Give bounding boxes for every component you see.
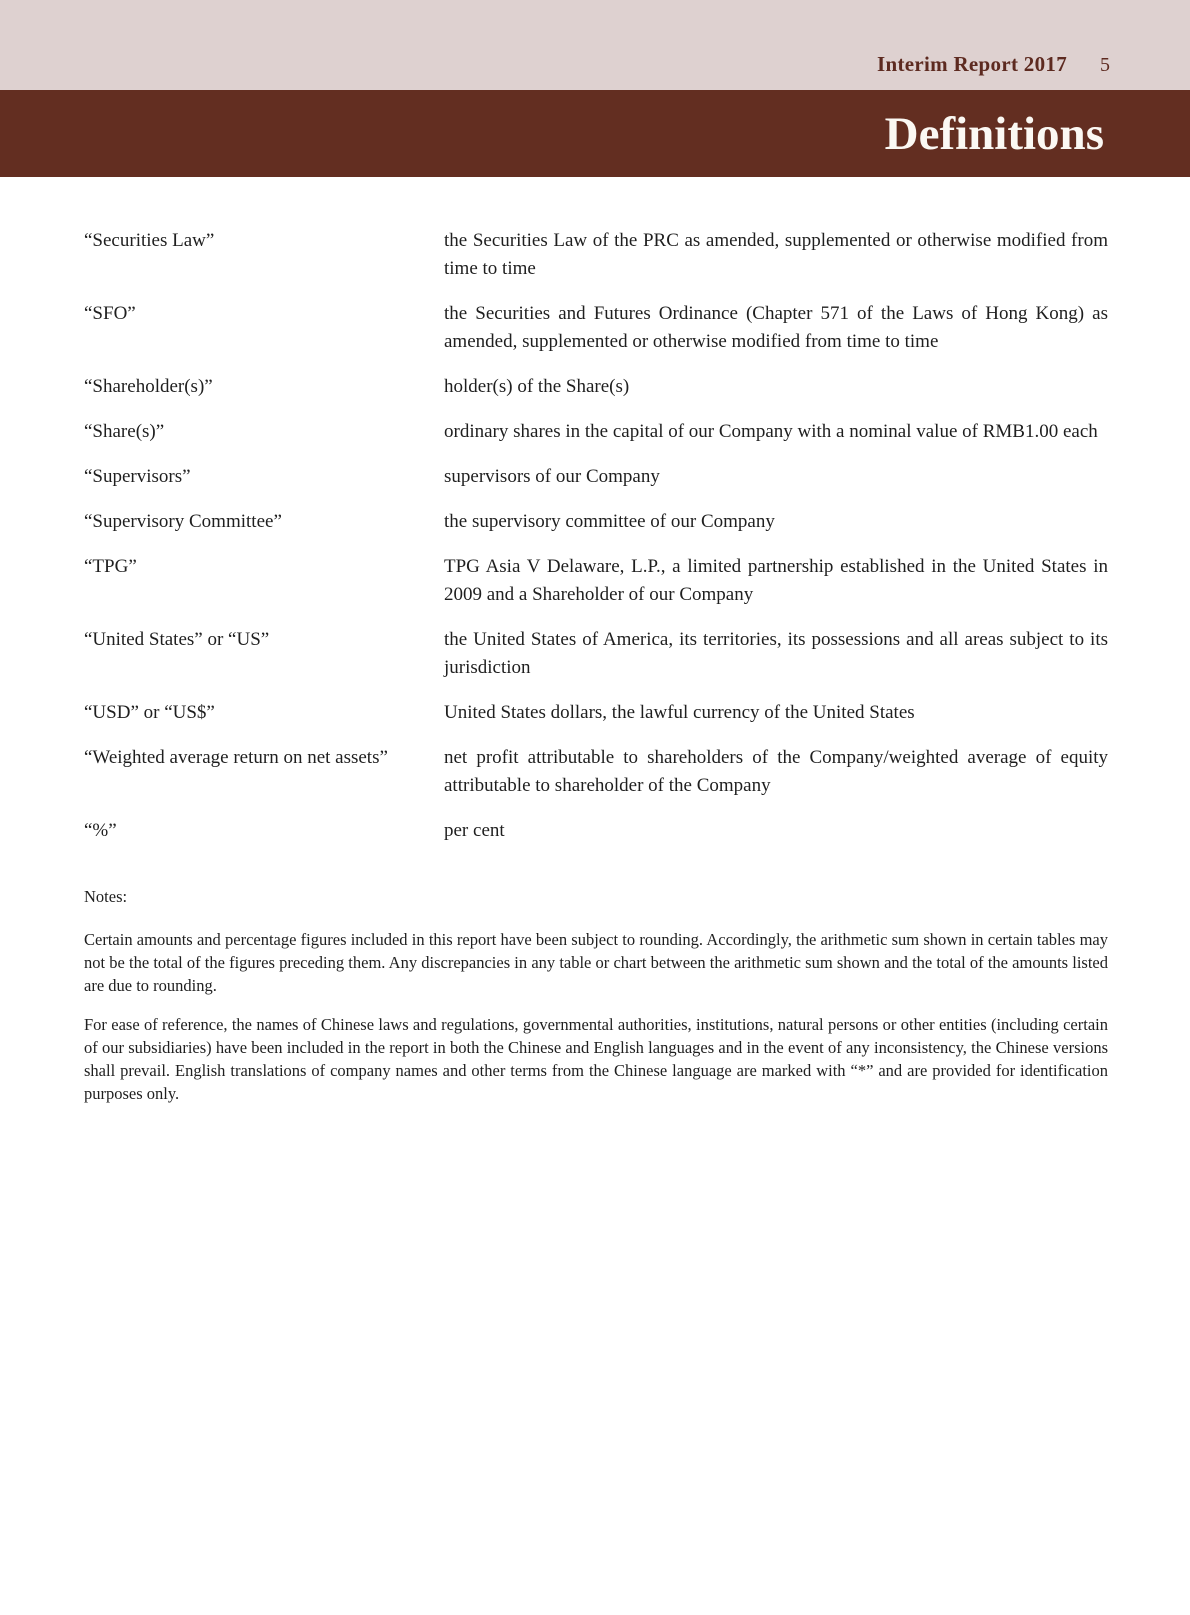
notes-paragraphs [84, 928, 1108, 1105]
definition-row [84, 300, 1108, 356]
definition-row [84, 418, 1108, 446]
definition-row [84, 463, 1108, 491]
definition-term: “SFO” [84, 303, 136, 324]
definition-term: “United States” or “US” [84, 629, 270, 650]
definition-row [84, 626, 1108, 682]
definition-term: “USD” or “US$” [84, 702, 215, 723]
notes-paragraph: For ease of reference, the names of Chinese laws and regulations, governmental authorities, institutions, natural persons or other entities (including certain of our subsidiaries) have been included in the report in both the Chinese and English languages and in the event of any inconsistency, the Chinese versions shall prevail. English translations of company names and other terms from the Chinese language are marked with “*” and are provided for identification purposes only. [84, 1015, 1108, 1103]
page-number: 5 [1100, 54, 1110, 76]
definition-text: net profit attributable to shareholders of the Company/weighted average of equity attributable to shareholder of the Company [444, 747, 1108, 796]
page-content [0, 177, 1190, 1105]
definition-term: “Supervisory Committee” [84, 511, 282, 532]
definition-term: “Securities Law” [84, 230, 215, 251]
definition-text: the supervisory committee of our Company [444, 511, 775, 532]
definition-text: the United States of America, its territories, its possessions and all areas subject to its jurisdiction [444, 629, 1108, 678]
notes-paragraph: Certain amounts and percentage figures included in this report have been subject to rounding. Accordingly, the arithmetic sum shown in certain tables may not be the total of the figures preceding them. Any discrepancies in any table or chart between the arithmetic sum shown and the total of the amounts listed are due to rounding. [84, 930, 1108, 995]
definition-row [84, 699, 1108, 727]
definition-text: TPG Asia V Delaware, L.P., a limited partnership established in the United States in 2009 and a Shareholder of our Company [444, 556, 1108, 605]
definition-term: “Weighted average return on net assets” [84, 747, 388, 768]
definition-text: supervisors of our Company [444, 466, 660, 487]
definition-term: “Supervisors” [84, 466, 191, 487]
definition-row [84, 817, 1108, 845]
definitions-list [84, 227, 1108, 845]
definition-text: holder(s) of the Share(s) [444, 376, 630, 397]
page-header-band [0, 0, 1190, 90]
section-title-band [0, 90, 1190, 177]
definition-text: per cent [444, 820, 505, 841]
definition-term: “Shareholder(s)” [84, 376, 213, 397]
definition-row [84, 227, 1108, 283]
definition-row [84, 373, 1108, 401]
notes-section [84, 885, 1108, 1105]
definition-row [84, 744, 1108, 800]
definition-term: “TPG” [84, 556, 137, 577]
notes-heading: Notes: [84, 887, 128, 906]
definition-text: the Securities and Futures Ordinance (Chapter 571 of the Laws of Hong Kong) as amended, supplemented or otherwise modified from time to time [444, 303, 1108, 352]
report-title: Interim Report 2017 [877, 52, 1067, 76]
section-title: Definitions [884, 108, 1104, 160]
definition-text: United States dollars, the lawful currency of the United States [444, 702, 915, 723]
definition-text: the Securities Law of the PRC as amended, supplemented or otherwise modified from time to time [444, 230, 1108, 279]
definition-text: ordinary shares in the capital of our Company with a nominal value of RMB1.00 each [444, 421, 1098, 442]
definition-term: “Share(s)” [84, 421, 165, 442]
definition-row [84, 508, 1108, 536]
definition-term: “%” [84, 820, 117, 841]
definition-row [84, 553, 1108, 609]
